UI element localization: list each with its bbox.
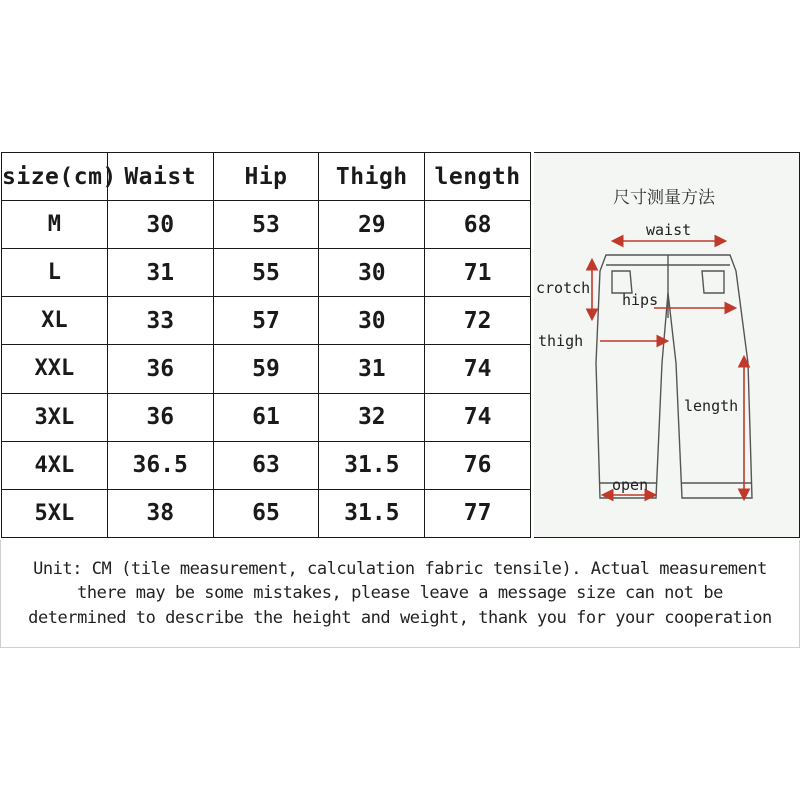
- note-line: there may be some mistakes, please leave a message size can not be: [77, 583, 723, 604]
- size-cell: L: [2, 249, 108, 297]
- value-cell: 30: [319, 249, 425, 297]
- table-row: [2, 489, 531, 537]
- unit-note: [0, 540, 800, 648]
- diagram-title: 尺寸测量方法: [613, 188, 715, 208]
- table-row: [2, 201, 531, 249]
- crotch-label: crotch: [536, 279, 591, 297]
- waist-label: waist: [646, 221, 692, 239]
- value-cell: 72: [425, 297, 531, 345]
- column-header: length: [425, 153, 531, 201]
- size-chart: [0, 152, 800, 540]
- table-row: [2, 249, 531, 297]
- hips-label: hips: [622, 291, 659, 309]
- size-cell: XL: [2, 297, 108, 345]
- value-cell: 77: [425, 489, 531, 537]
- value-cell: 57: [213, 297, 319, 345]
- value-cell: 31: [107, 249, 213, 297]
- value-cell: 33: [107, 297, 213, 345]
- size-cell: 3XL: [2, 393, 108, 441]
- note-line: determined to describe the height and weight, thank you for your cooperation: [28, 607, 772, 628]
- value-cell: 30: [319, 297, 425, 345]
- table-row: [2, 297, 531, 345]
- value-cell: 30: [107, 201, 213, 249]
- value-cell: 29: [319, 201, 425, 249]
- measurement-diagram: [534, 152, 800, 538]
- value-cell: 65: [213, 489, 319, 537]
- value-cell: 53: [213, 201, 319, 249]
- table-row: [2, 441, 531, 489]
- table-body: [2, 201, 531, 538]
- column-header: Thigh: [319, 153, 425, 201]
- table-row: [2, 393, 531, 441]
- size-cell: 4XL: [2, 441, 108, 489]
- value-cell: 32: [319, 393, 425, 441]
- value-cell: 36: [107, 345, 213, 393]
- value-cell: 71: [425, 249, 531, 297]
- column-header: Hip: [213, 153, 319, 201]
- value-cell: 68: [425, 201, 531, 249]
- value-cell: 55: [213, 249, 319, 297]
- thigh-label: thigh: [538, 332, 584, 350]
- table-row: [2, 345, 531, 393]
- size-cell: M: [2, 201, 108, 249]
- value-cell: 31: [319, 345, 425, 393]
- size-table: [1, 152, 531, 538]
- value-cell: 31.5: [319, 441, 425, 489]
- value-cell: 36.5: [107, 441, 213, 489]
- table-header-row: [2, 153, 531, 201]
- column-header: Waist: [107, 153, 213, 201]
- value-cell: 74: [425, 345, 531, 393]
- value-cell: 59: [213, 345, 319, 393]
- value-cell: 36: [107, 393, 213, 441]
- value-cell: 63: [213, 441, 319, 489]
- length-label: length: [684, 397, 739, 415]
- jeans-outline: [596, 255, 752, 498]
- value-cell: 61: [213, 393, 319, 441]
- value-cell: 38: [107, 489, 213, 537]
- value-cell: 74: [425, 393, 531, 441]
- value-cell: 76: [425, 441, 531, 489]
- size-cell: 5XL: [2, 489, 108, 537]
- value-cell: 31.5: [319, 489, 425, 537]
- open-label: open: [612, 476, 649, 494]
- note-line: Unit: CM (tile measurement, calculation fabric tensile). Actual measurement: [33, 558, 767, 579]
- size-cell: XXL: [2, 345, 108, 393]
- column-header: size(cm): [2, 153, 108, 201]
